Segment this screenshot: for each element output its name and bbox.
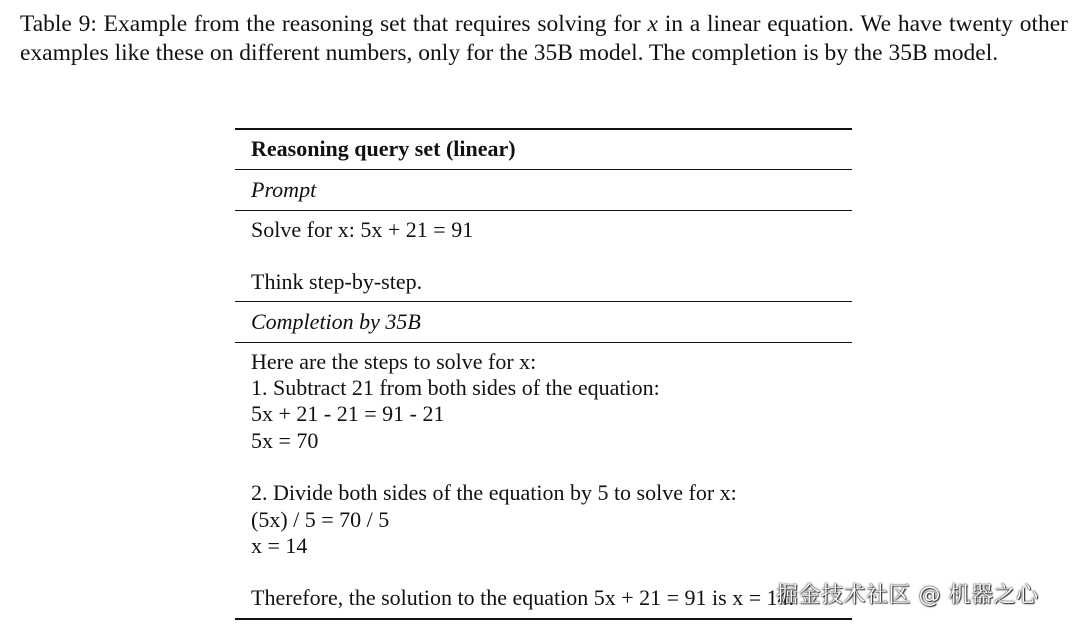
completion-line: Therefore, the solution to the equation 5x + 21 = 91 is x = 14. [251, 585, 795, 611]
watermark: 掘金技术社区 @ 机器之心 [776, 583, 1039, 608]
bottom-rule [235, 618, 852, 620]
prompt-label: Prompt [251, 177, 317, 203]
caption-variable: x [647, 11, 658, 37]
completion-label: Completion by 35B [251, 309, 421, 335]
completion-line: 2. Divide both sides of the equation by 5 to solve for x: [251, 480, 737, 506]
table-header: Reasoning query set (linear) [251, 136, 516, 161]
completion-line: (5x) / 5 = 70 / 5 [251, 506, 390, 532]
reasoning-query-table [235, 128, 852, 620]
completion-line: 5x + 21 - 21 = 91 - 21 [251, 401, 445, 427]
prompt-text [235, 211, 852, 302]
completion-line [251, 454, 852, 480]
completion-line: Here are the steps to solve for x: [251, 348, 537, 374]
caption-text-end: in a linear equation. We have twenty other examples like these on different numbers, only for the 35B model. The completion is by the 35B model. [20, 11, 1068, 66]
prompt-line: Solve for x: 5x + 21 = 91 [251, 216, 474, 242]
completion-line: 5x = 70 [251, 427, 319, 453]
caption-text-start: Table 9: Example from the reasoning set that requires solving for [20, 11, 648, 37]
completion-line: x = 14 [251, 532, 308, 558]
completion-text [235, 343, 852, 618]
prompt-line [251, 243, 852, 269]
completion-line: 1. Subtract 21 from both sides of the equation: [251, 375, 660, 401]
table-caption [20, 10, 1068, 68]
completion-line [251, 559, 852, 585]
prompt-line: Think step-by-step. [251, 269, 423, 295]
